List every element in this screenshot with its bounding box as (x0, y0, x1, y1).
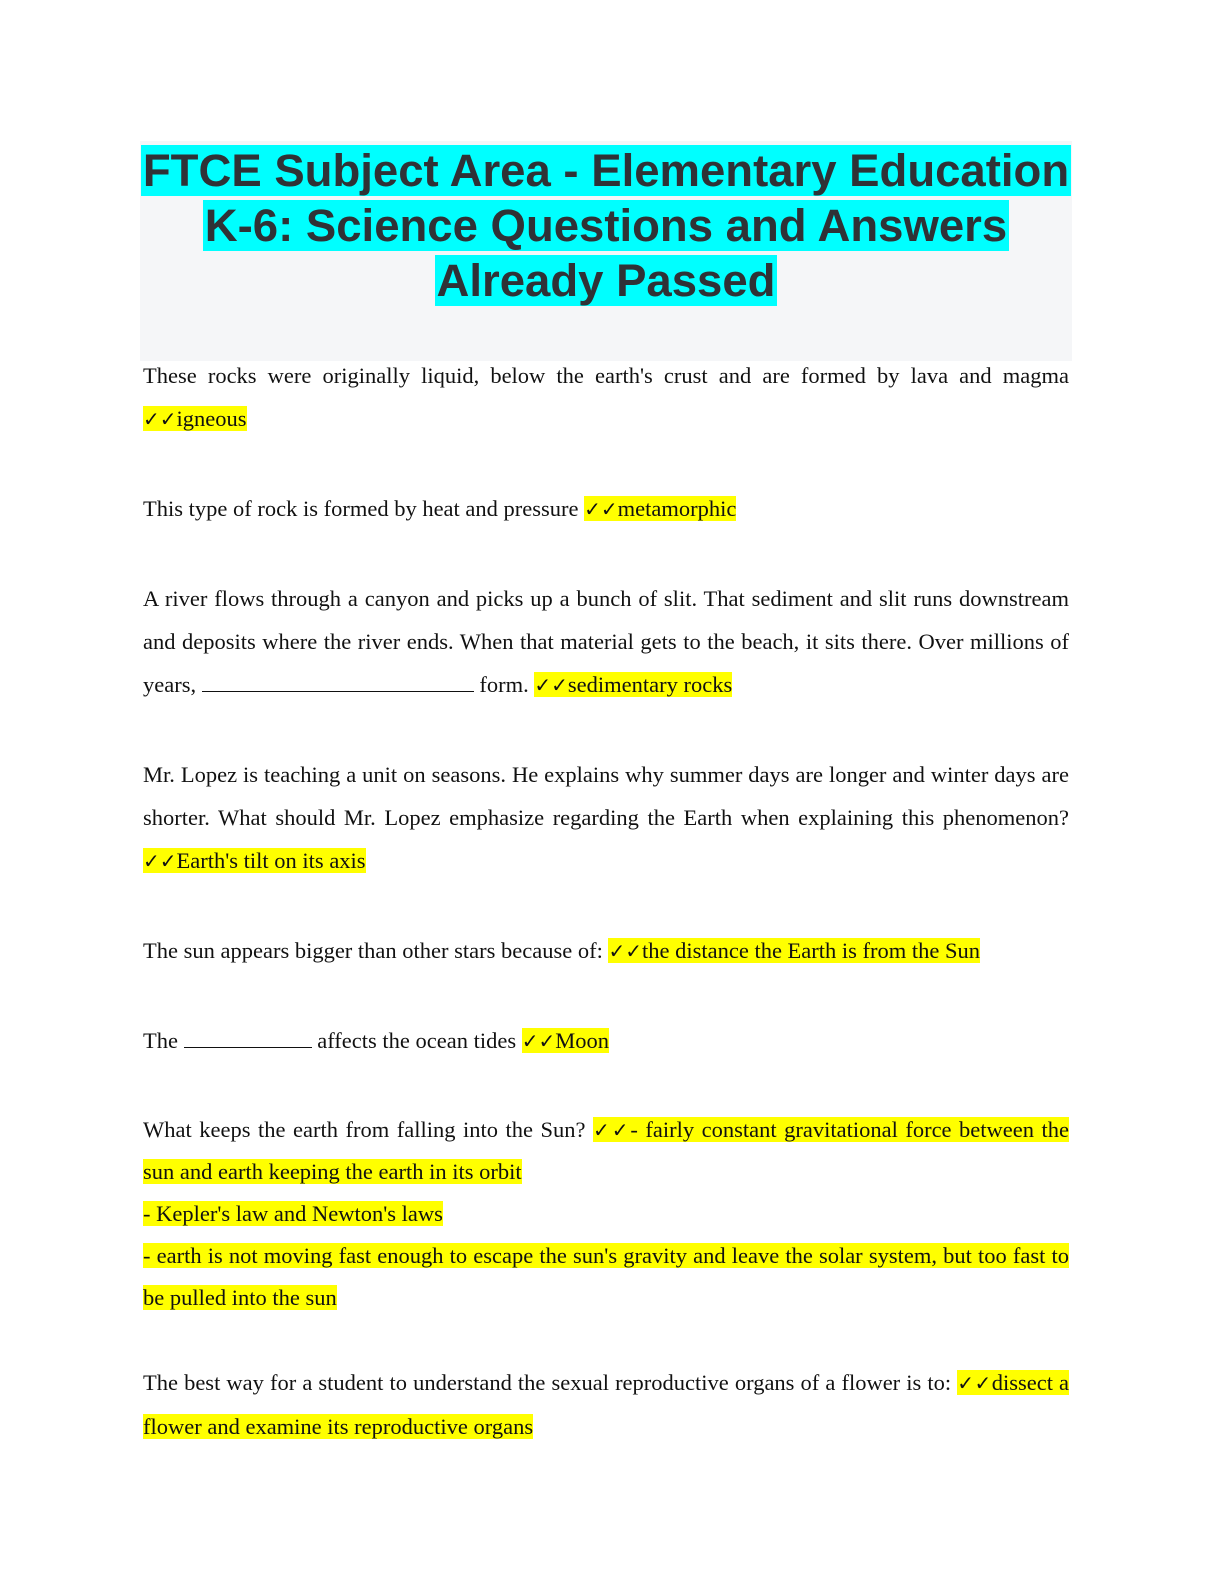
double-check-icon: ✓✓ (608, 939, 642, 963)
qa-item-2 (143, 487, 1069, 531)
document-title-text: FTCE Subject Area - Elementary Education K-6: Science Questions and Answers Already Passed (142, 145, 1070, 306)
question-text: A river flows through a canyon and picks up a bunch of slit. That sediment and slit runs downstream and deposits where the river ends. When that material gets to the beach, it sits there. Over millions of years, (143, 586, 1069, 697)
answer-text: Earth's tilt on its axis (176, 848, 366, 873)
double-check-icon: ✓✓ (521, 1029, 556, 1053)
qa-item-3 (143, 577, 1069, 707)
double-check-icon: ✓✓ (584, 497, 618, 521)
answer-text: metamorphic (617, 496, 737, 521)
qa-item-8 (143, 1361, 1069, 1448)
answer-highlight (534, 672, 732, 697)
double-check-icon: ✓✓ (534, 673, 568, 697)
answer-highlight (522, 1028, 609, 1053)
double-check-icon: ✓✓ (143, 849, 177, 873)
fill-in-blank (202, 671, 474, 692)
question-text: The sun appears bigger than other stars because of: (143, 938, 603, 963)
answer-line-1: - fairly constant gravitational force between the sun and earth keeping the earth in its orbit (143, 1117, 1070, 1184)
qa-item-7 (143, 1109, 1069, 1319)
double-check-icon: ✓✓ (143, 407, 177, 431)
question-text: This type of rock is formed by heat and pressure (143, 496, 579, 521)
answer-text: Moon (555, 1028, 610, 1053)
double-check-icon: ✓✓ (957, 1371, 992, 1395)
qa-item-4 (143, 753, 1069, 883)
answer-line-3: - earth is not moving fast enough to escape the sun's gravity and leave the solar system, but too fast to be pulled into the sun (143, 1243, 1069, 1310)
answer-line-2: - Kepler's law and Newton's laws (143, 1201, 443, 1226)
question-text-after: form. (479, 672, 529, 697)
answer-highlight (608, 938, 980, 963)
document-title (140, 141, 1072, 308)
qa-list (143, 354, 1069, 1494)
answer-highlight (584, 496, 736, 521)
double-check-icon: ✓✓ (593, 1118, 631, 1142)
question-text-after: affects the ocean tides (317, 1028, 517, 1053)
answer-text: dissect a flower and examine its reproductive organs (143, 1370, 1070, 1439)
answer-text: igneous (176, 406, 247, 431)
fill-in-blank (184, 1027, 312, 1048)
answer-text: sedimentary rocks (567, 672, 733, 697)
question-text: The (143, 1028, 178, 1053)
qa-item-1 (143, 354, 1069, 441)
question-text: The best way for a student to understand the sexual reproductive organs of a flower is to: (143, 1370, 952, 1395)
question-text: These rocks were originally liquid, below the earth's crust and are formed by lava and magma (143, 363, 1069, 388)
answer-highlight (143, 848, 366, 873)
answer-highlight (143, 406, 247, 431)
qa-item-6 (143, 1019, 1069, 1063)
question-text: What keeps the earth from falling into the Sun? (143, 1117, 586, 1142)
qa-item-5 (143, 929, 1069, 973)
title-block (140, 141, 1072, 361)
answer-text: the distance the Earth is from the Sun (641, 938, 981, 963)
question-text: Mr. Lopez is teaching a unit on seasons. He explains why summer days are longer and winter days are shorter. What should Mr. Lopez emphasize regarding the Earth when explaining this phenomenon? (143, 762, 1069, 830)
